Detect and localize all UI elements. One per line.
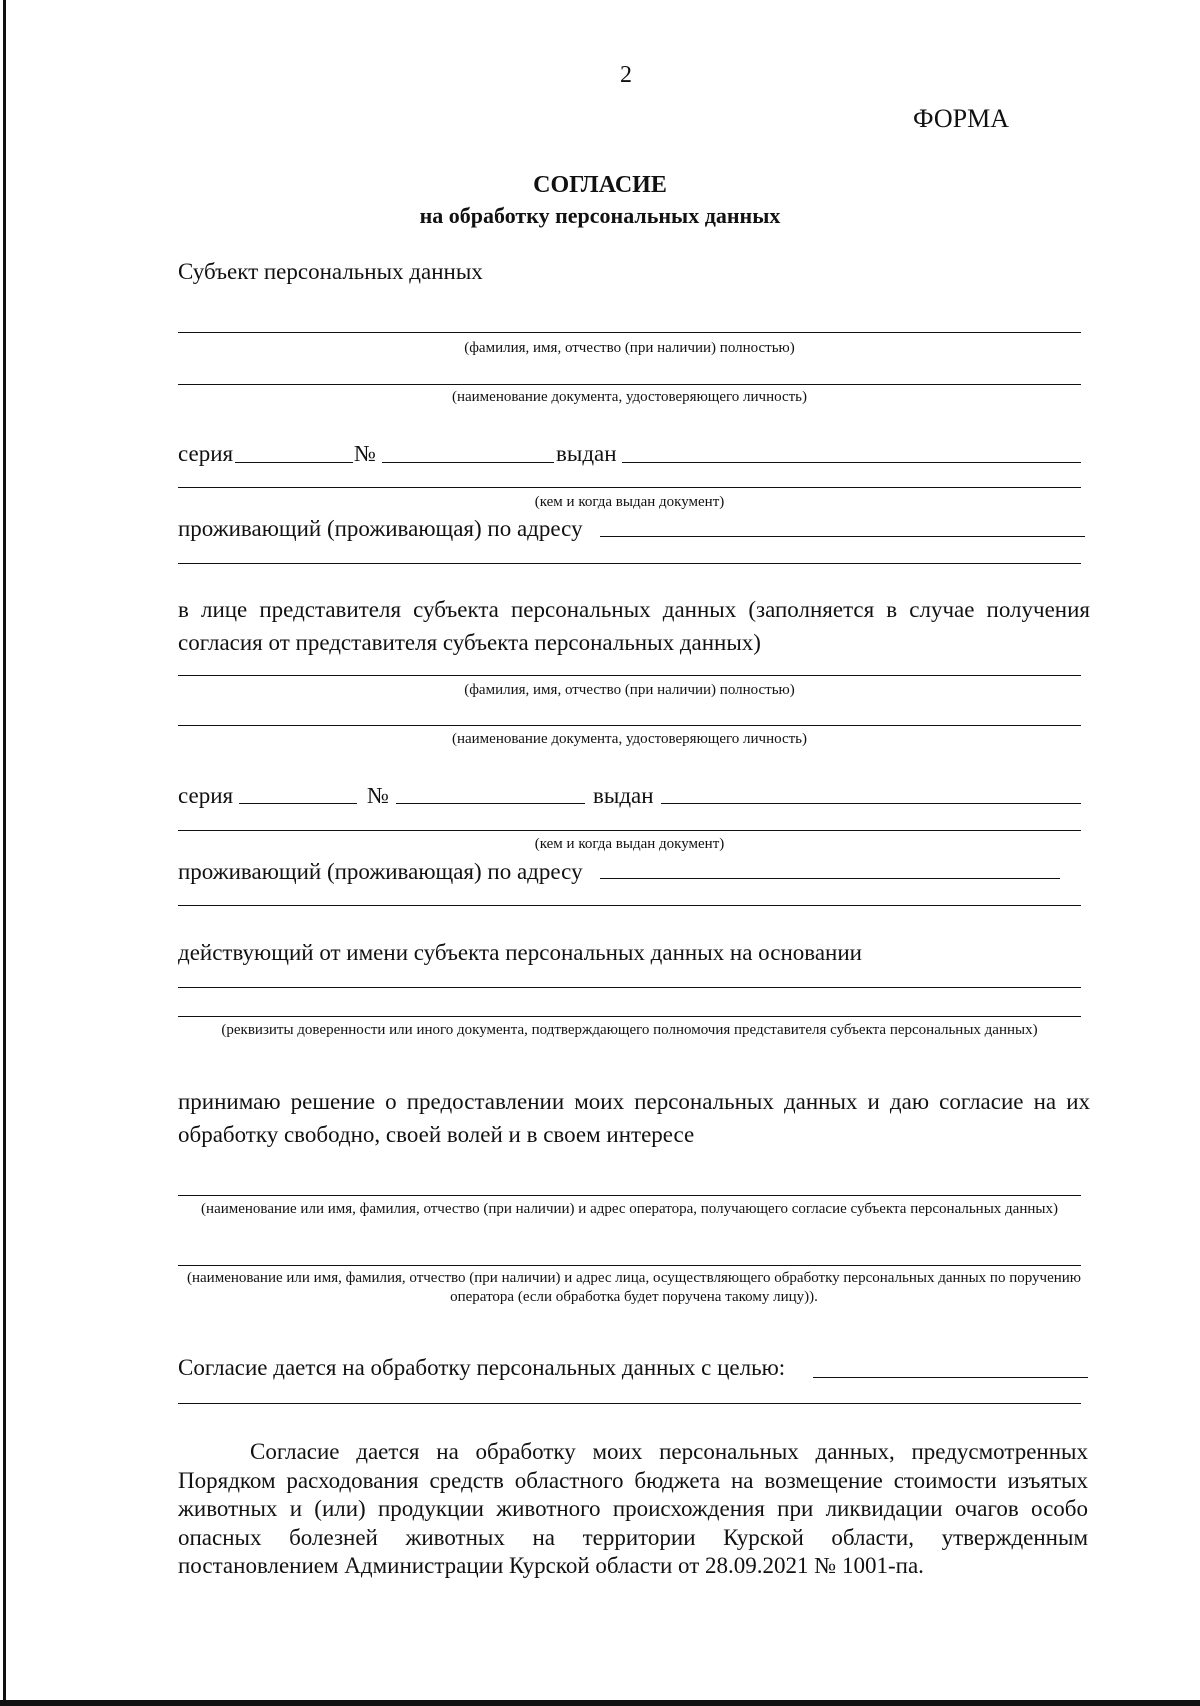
rep-series-label: серия bbox=[178, 783, 234, 808]
representative-intro: в лице представителя субъекта персональных данных (заполняется в случае получения согласия от представителя субъекта персональных данных) bbox=[178, 597, 1090, 655]
rep-address-field-2[interactable] bbox=[178, 905, 1081, 906]
rep-residing-label: проживающий (проживающая) по адресу bbox=[178, 859, 583, 884]
subject-heading: Субъект персональных данных bbox=[178, 259, 483, 284]
rep-issued-label: выдан bbox=[593, 783, 654, 808]
purpose-label: Согласие дается на обработку персональных данных с целью: bbox=[178, 1355, 786, 1380]
subject-series-field[interactable] bbox=[235, 462, 353, 463]
processor-caption: (наименование или имя, фамилия, отчество (при наличии) и адрес лица, осуществляющего обработку персональных данных по поручению оператора (если обработка будет поручена такому лицу)). bbox=[187, 1270, 1081, 1305]
processor-field[interactable] bbox=[178, 1265, 1081, 1266]
form-label: ФОРМА bbox=[913, 104, 1009, 133]
subject-series-label: серия bbox=[178, 441, 234, 466]
rep-series-field[interactable] bbox=[239, 803, 357, 804]
acting-on-behalf-label: действующий от имени субъекта персональных данных на основании bbox=[178, 940, 862, 965]
rep-number-field[interactable] bbox=[396, 803, 585, 804]
subject-issued-by-field[interactable] bbox=[178, 487, 1081, 488]
power-of-attorney-field-2[interactable] bbox=[178, 1016, 1081, 1017]
rep-issued-by-caption: (кем и когда выдан документ) bbox=[534, 836, 725, 852]
rep-issued-by-field[interactable] bbox=[178, 830, 1081, 831]
subject-address-field[interactable] bbox=[600, 536, 1085, 537]
power-of-attorney-field[interactable] bbox=[178, 987, 1081, 988]
subject-id-doc-field[interactable] bbox=[178, 384, 1081, 385]
subject-fio-caption: (фамилия, имя, отчество (при наличии) полностью) bbox=[464, 340, 795, 356]
purpose-field[interactable] bbox=[813, 1377, 1088, 1378]
rep-fio-field[interactable] bbox=[178, 675, 1081, 676]
subject-address-field-2[interactable] bbox=[178, 563, 1081, 564]
subject-issued-by-caption: (кем и когда выдан документ) bbox=[534, 494, 725, 510]
purpose-field-2[interactable] bbox=[178, 1403, 1081, 1404]
subject-issued-field[interactable] bbox=[622, 462, 1081, 463]
decision-text: принимаю решение о предоставлении моих персональных данных и даю согласие на их обработку свободно, своей волей и в своем интересе bbox=[178, 1089, 1090, 1147]
rep-id-doc-caption: (наименование документа, удостоверяющего личность) bbox=[451, 731, 808, 747]
rep-fio-caption: (фамилия, имя, отчество (при наличии) полностью) bbox=[464, 682, 795, 698]
rep-address-field[interactable] bbox=[600, 878, 1060, 879]
rep-number-label: № bbox=[367, 783, 389, 808]
rep-issued-field[interactable] bbox=[661, 803, 1081, 804]
power-of-attorney-caption: (реквизиты доверенности или иного документа, подтверждающего полномочия представителя субъекта персональных данных) bbox=[221, 1022, 1038, 1038]
rep-id-doc-field[interactable] bbox=[178, 725, 1081, 726]
operator-caption: (наименование или имя, фамилия, отчество (при наличии) и адрес оператора, получающего согласие субъекта персональных данных) bbox=[201, 1201, 1058, 1217]
scan-bottom-border bbox=[0, 1700, 1200, 1706]
operator-field[interactable] bbox=[178, 1195, 1081, 1196]
subject-number-label: № bbox=[354, 441, 376, 466]
subject-id-doc-caption: (наименование документа, удостоверяющего личность) bbox=[451, 389, 808, 405]
scan-left-border bbox=[3, 0, 6, 1706]
subject-number-field[interactable] bbox=[382, 462, 554, 463]
subject-residing-label: проживающий (проживающая) по адресу bbox=[178, 516, 583, 541]
final-paragraph: Согласие дается на обработку моих персональных данных, предусмотренных Порядком расходования средств областного бюджета на возмещение стоимости изъятых животных и (или) продукции животного происхождения при ликвидации очагов особо опасных болезней животных на территории Курской области, утвержденным постановлением Администрации Курской области от 28.09.2021 № 1001-па. bbox=[178, 1439, 1088, 1578]
subject-issued-label: выдан bbox=[556, 441, 617, 466]
page-title: СОГЛАСИЕ bbox=[533, 172, 667, 198]
subject-fio-field[interactable] bbox=[178, 332, 1081, 333]
page-subtitle: на обработку персональных данных bbox=[419, 203, 781, 228]
page-number: 2 bbox=[620, 62, 632, 88]
